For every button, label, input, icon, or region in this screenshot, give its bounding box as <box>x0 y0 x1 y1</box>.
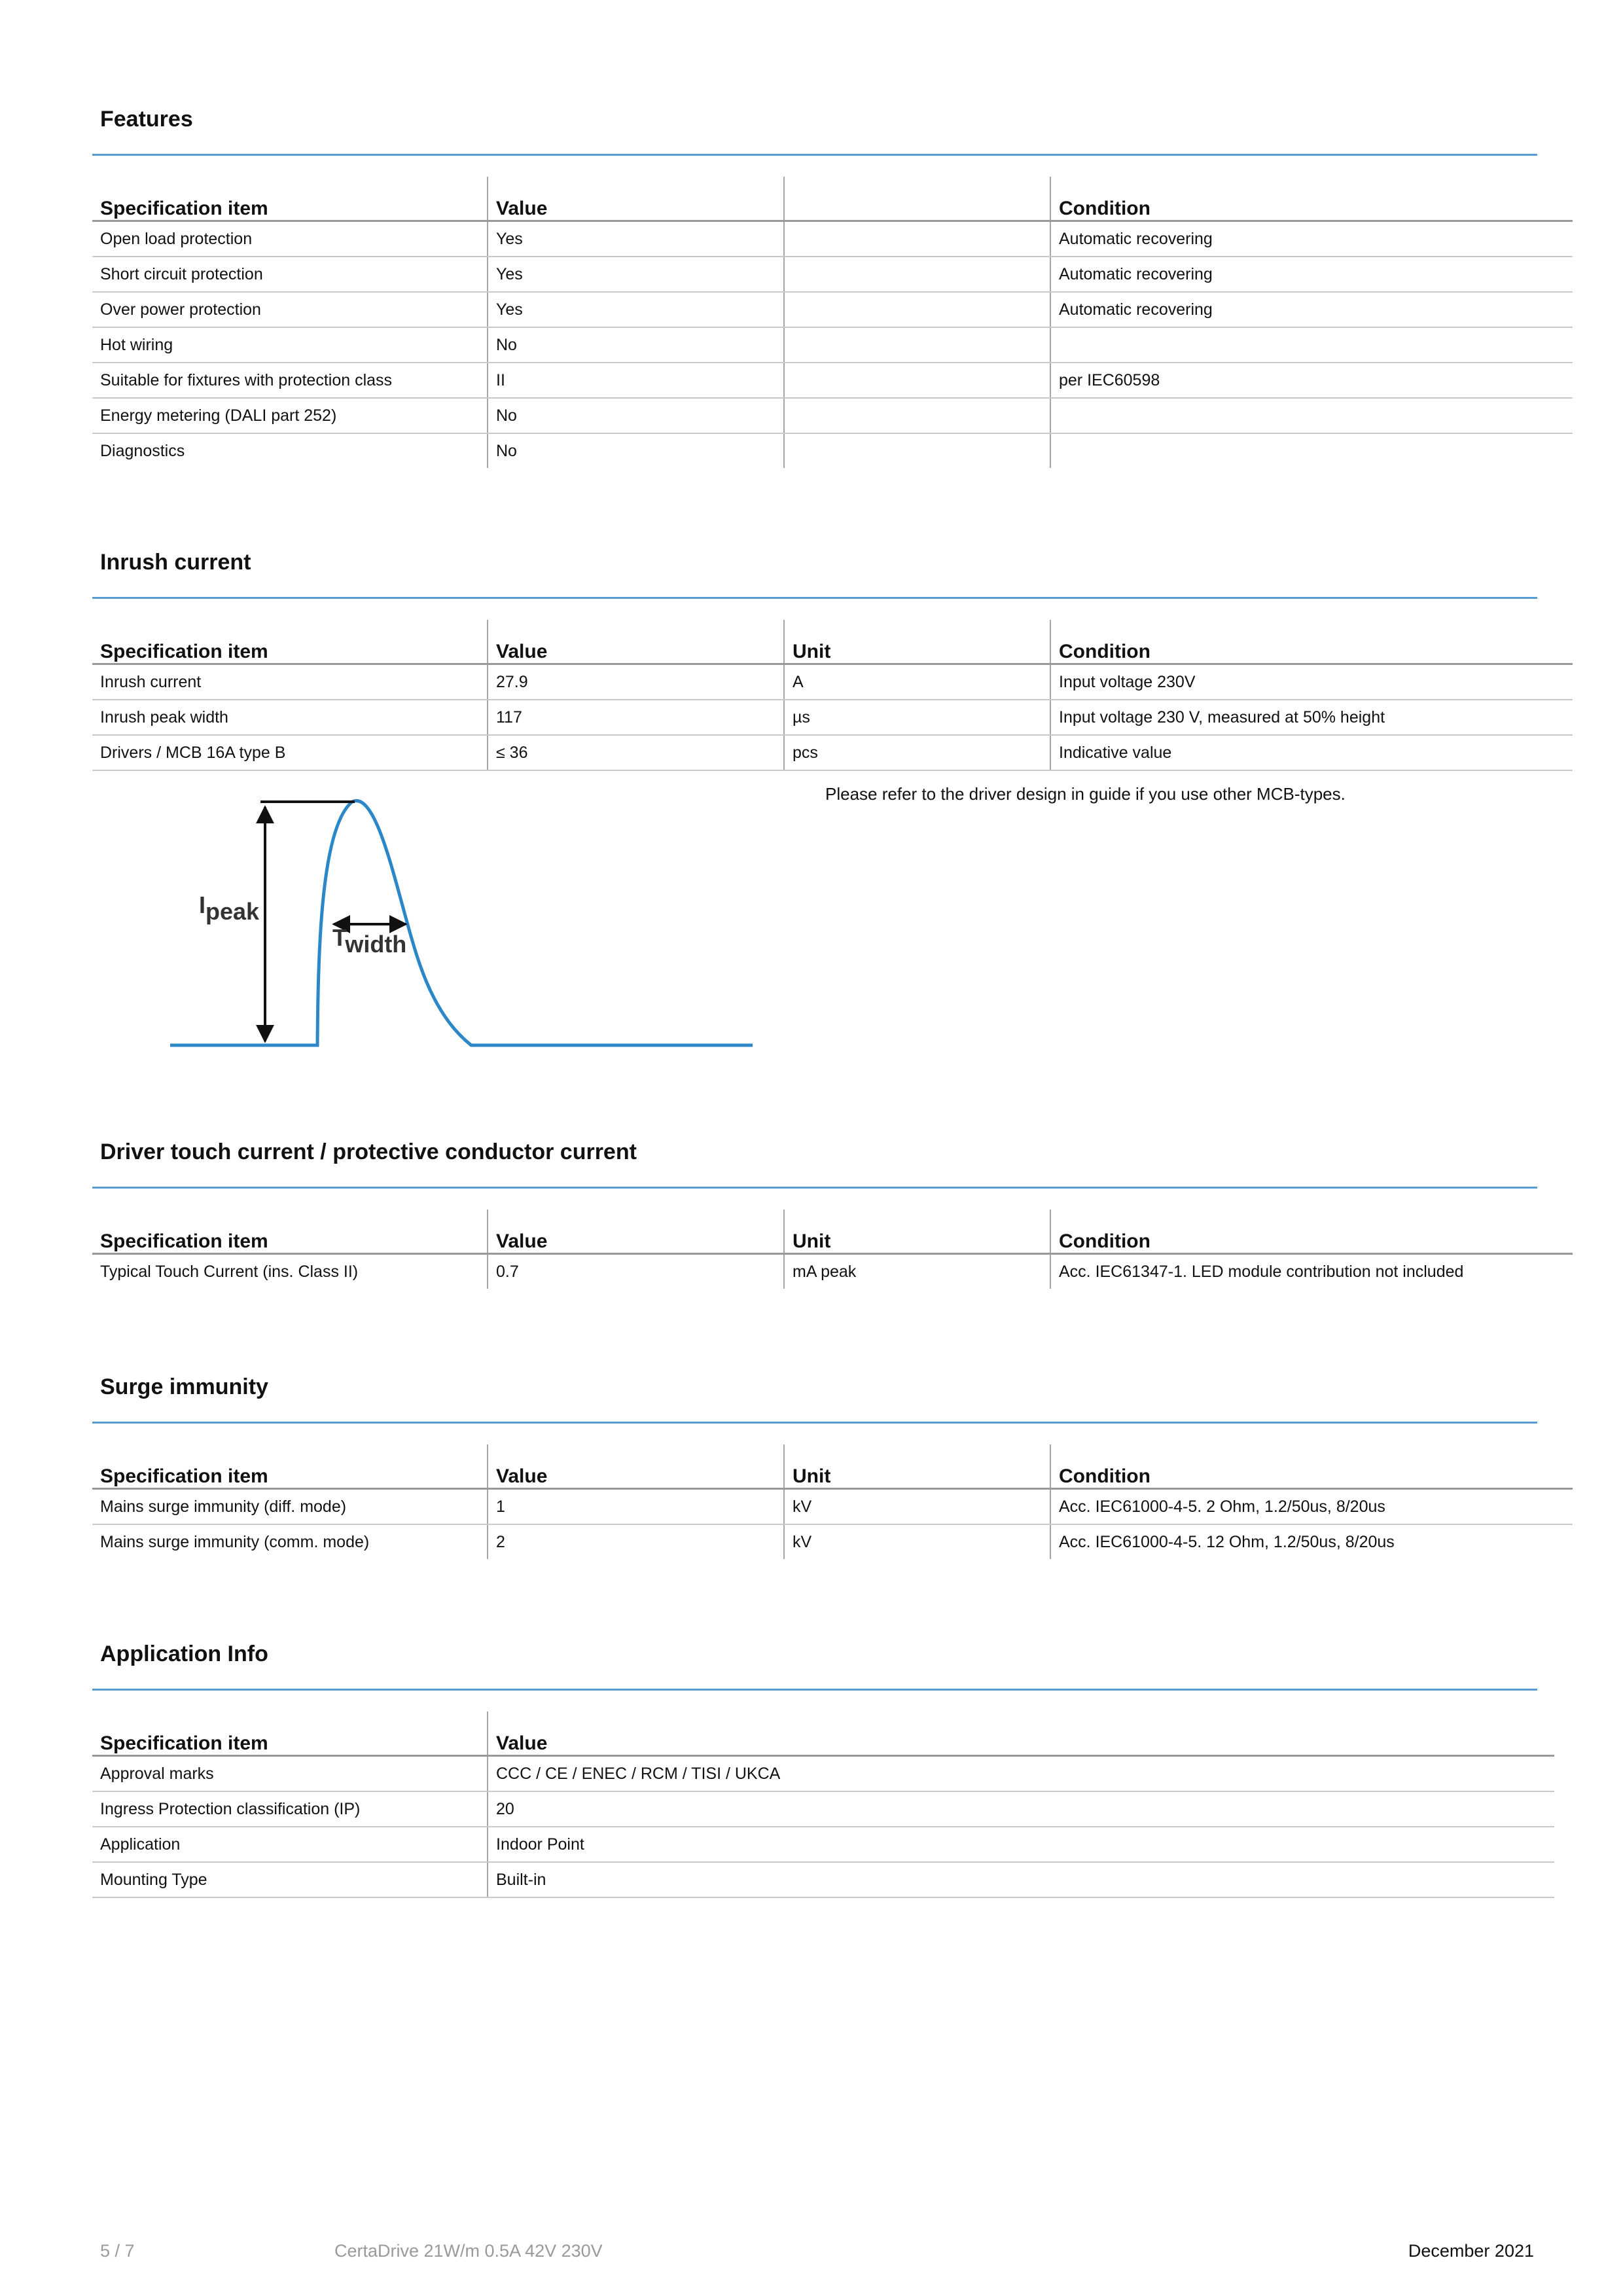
cell <box>784 292 1050 327</box>
cell: ≤ 36 <box>488 735 784 770</box>
page-number: 5 / 7 <box>100 2241 135 2261</box>
cell: Typical Touch Current (ins. Class II) <box>100 1262 359 1281</box>
table-row <box>92 664 1573 700</box>
inrush-title: Inrush current <box>100 550 251 575</box>
cell <box>1050 327 1573 363</box>
application-header-item: Specification item <box>92 1712 488 1756</box>
features-divider <box>92 154 1537 156</box>
cell: Hot wiring <box>92 327 488 363</box>
application-table <box>92 1712 1554 1898</box>
inrush-divider <box>92 597 1537 599</box>
touch-header-item: Specification item <box>92 1210 488 1254</box>
application-title: Application Info <box>100 1641 268 1666</box>
mcb-note: Please refer to the driver design in guide if you use other MCB-types. <box>825 784 1346 804</box>
features-table <box>92 177 1573 468</box>
cell: Indicative value <box>1050 735 1573 770</box>
cell: µs <box>784 700 1050 735</box>
table-row <box>92 735 1573 770</box>
cell: A <box>784 664 1050 700</box>
cell: Application <box>92 1827 488 1862</box>
cell: II <box>488 363 784 398</box>
cell: Energy metering (DALI part 252) <box>92 398 488 433</box>
cell: kV <box>784 1489 1050 1525</box>
table-row <box>92 292 1573 327</box>
cell: Mains surge immunity (diff. mode) <box>92 1489 488 1525</box>
cell <box>784 327 1050 363</box>
features-header-blank <box>784 177 1050 221</box>
cell <box>1050 398 1573 433</box>
cell: mA peak <box>784 1254 1050 1289</box>
cell: Automatic recovering <box>1050 292 1573 327</box>
cell <box>784 257 1050 292</box>
table-row <box>92 363 1573 398</box>
inrush-header-value: Value <box>488 620 784 664</box>
cell: Approval marks <box>92 1756 488 1792</box>
cell: 2 <box>488 1524 784 1559</box>
cell: Automatic recovering <box>1050 221 1573 257</box>
cell: Inrush peak width <box>92 700 488 735</box>
table-row <box>92 1862 1554 1897</box>
cell: Mounting Type <box>92 1862 488 1897</box>
cell: Yes <box>488 257 784 292</box>
touch-header-condition: Condition <box>1050 1210 1573 1254</box>
table-row <box>92 221 1573 257</box>
cell: Acc. IEC61000-4-5. 2 Ohm, 1.2/50us, 8/20us <box>1050 1489 1573 1525</box>
surge-header-condition: Condition <box>1050 1444 1573 1489</box>
peak-label: Ipeak <box>199 891 260 925</box>
touch-divider <box>92 1187 1537 1189</box>
cell <box>784 433 1050 468</box>
touch-table <box>92 1210 1573 1289</box>
surge-header-value: Value <box>488 1444 784 1489</box>
cell: Yes <box>488 292 784 327</box>
cell: Suitable for fixtures with protection class <box>92 363 488 398</box>
cell <box>784 221 1050 257</box>
cell: Acc. IEC61000-4-5. 12 Ohm, 1.2/50us, 8/20us <box>1050 1524 1573 1559</box>
cell: Ingress Protection classification (IP) <box>92 1791 488 1827</box>
table-row <box>92 327 1573 363</box>
cell: Mains surge immunity (comm. mode) <box>100 1532 370 1551</box>
table-row <box>92 433 1573 468</box>
surge-title: Surge immunity <box>100 1374 268 1399</box>
table-row <box>92 1756 1554 1792</box>
cell: pcs <box>784 735 1050 770</box>
cell: kV <box>784 1524 1050 1559</box>
cell: Input voltage 230V <box>1050 664 1573 700</box>
cell: Automatic recovering <box>1050 257 1573 292</box>
cell: 117 <box>488 700 784 735</box>
inrush-table <box>92 620 1573 771</box>
application-header-value: Value <box>488 1712 1554 1756</box>
inrush-header-unit: Unit <box>784 620 1050 664</box>
table-row <box>92 398 1573 433</box>
cell: 0.7 <box>488 1254 784 1289</box>
features-header-value: Value <box>488 177 784 221</box>
cell: Drivers / MCB 16A type B <box>92 735 488 770</box>
table-row <box>92 700 1573 735</box>
features-header-item: Specification item <box>92 177 488 221</box>
cell: Yes <box>488 221 784 257</box>
cell: 1 <box>488 1489 784 1525</box>
cell: 27.9 <box>488 664 784 700</box>
cell: Short circuit protection <box>92 257 488 292</box>
surge-header-unit: Unit <box>784 1444 1050 1489</box>
table-row <box>92 257 1573 292</box>
cell: per IEC60598 <box>1050 363 1573 398</box>
cell <box>784 398 1050 433</box>
cell: Open load protection <box>92 221 488 257</box>
touch-title: Driver touch current / protective conductor current <box>100 1139 637 1164</box>
touch-header-unit: Unit <box>784 1210 1050 1254</box>
document-date: December 2021 <box>1408 2241 1534 2261</box>
surge-table <box>92 1444 1573 1559</box>
cell: 20 <box>488 1791 1554 1827</box>
cell <box>1050 433 1573 468</box>
width-label: Twidth <box>332 924 407 958</box>
table-row <box>92 1791 1554 1827</box>
cell: Built-in <box>488 1862 1554 1897</box>
cell: Acc. IEC61347-1. LED module contribution not included <box>1050 1254 1573 1289</box>
inrush-pulse-diagram <box>164 789 766 1054</box>
cell: Input voltage 230 V, measured at 50% height <box>1050 700 1573 735</box>
features-header-condition: Condition <box>1050 177 1573 221</box>
cell: Inrush current <box>92 664 488 700</box>
table-row <box>92 1254 1573 1289</box>
product-name: CertaDrive 21W/m 0.5A 42V 230V <box>334 2241 603 2261</box>
cell: Over power protection <box>92 292 488 327</box>
inrush-header-condition: Condition <box>1050 620 1573 664</box>
surge-divider <box>92 1422 1537 1424</box>
table-row <box>92 1827 1554 1862</box>
surge-header-item: Specification item <box>92 1444 488 1489</box>
table-row <box>92 1489 1573 1525</box>
application-divider <box>92 1689 1537 1691</box>
cell: No <box>488 433 784 468</box>
cell: No <box>488 398 784 433</box>
table-row <box>92 1524 1573 1559</box>
touch-header-value: Value <box>488 1210 784 1254</box>
inrush-header-item: Specification item <box>92 620 488 664</box>
cell <box>784 363 1050 398</box>
cell: Indoor Point <box>488 1827 1554 1862</box>
cell: No <box>488 327 784 363</box>
features-title: Features <box>100 107 193 132</box>
cell: Diagnostics <box>100 441 185 460</box>
cell: CCC / CE / ENEC / RCM / TISI / UKCA <box>488 1756 1554 1792</box>
